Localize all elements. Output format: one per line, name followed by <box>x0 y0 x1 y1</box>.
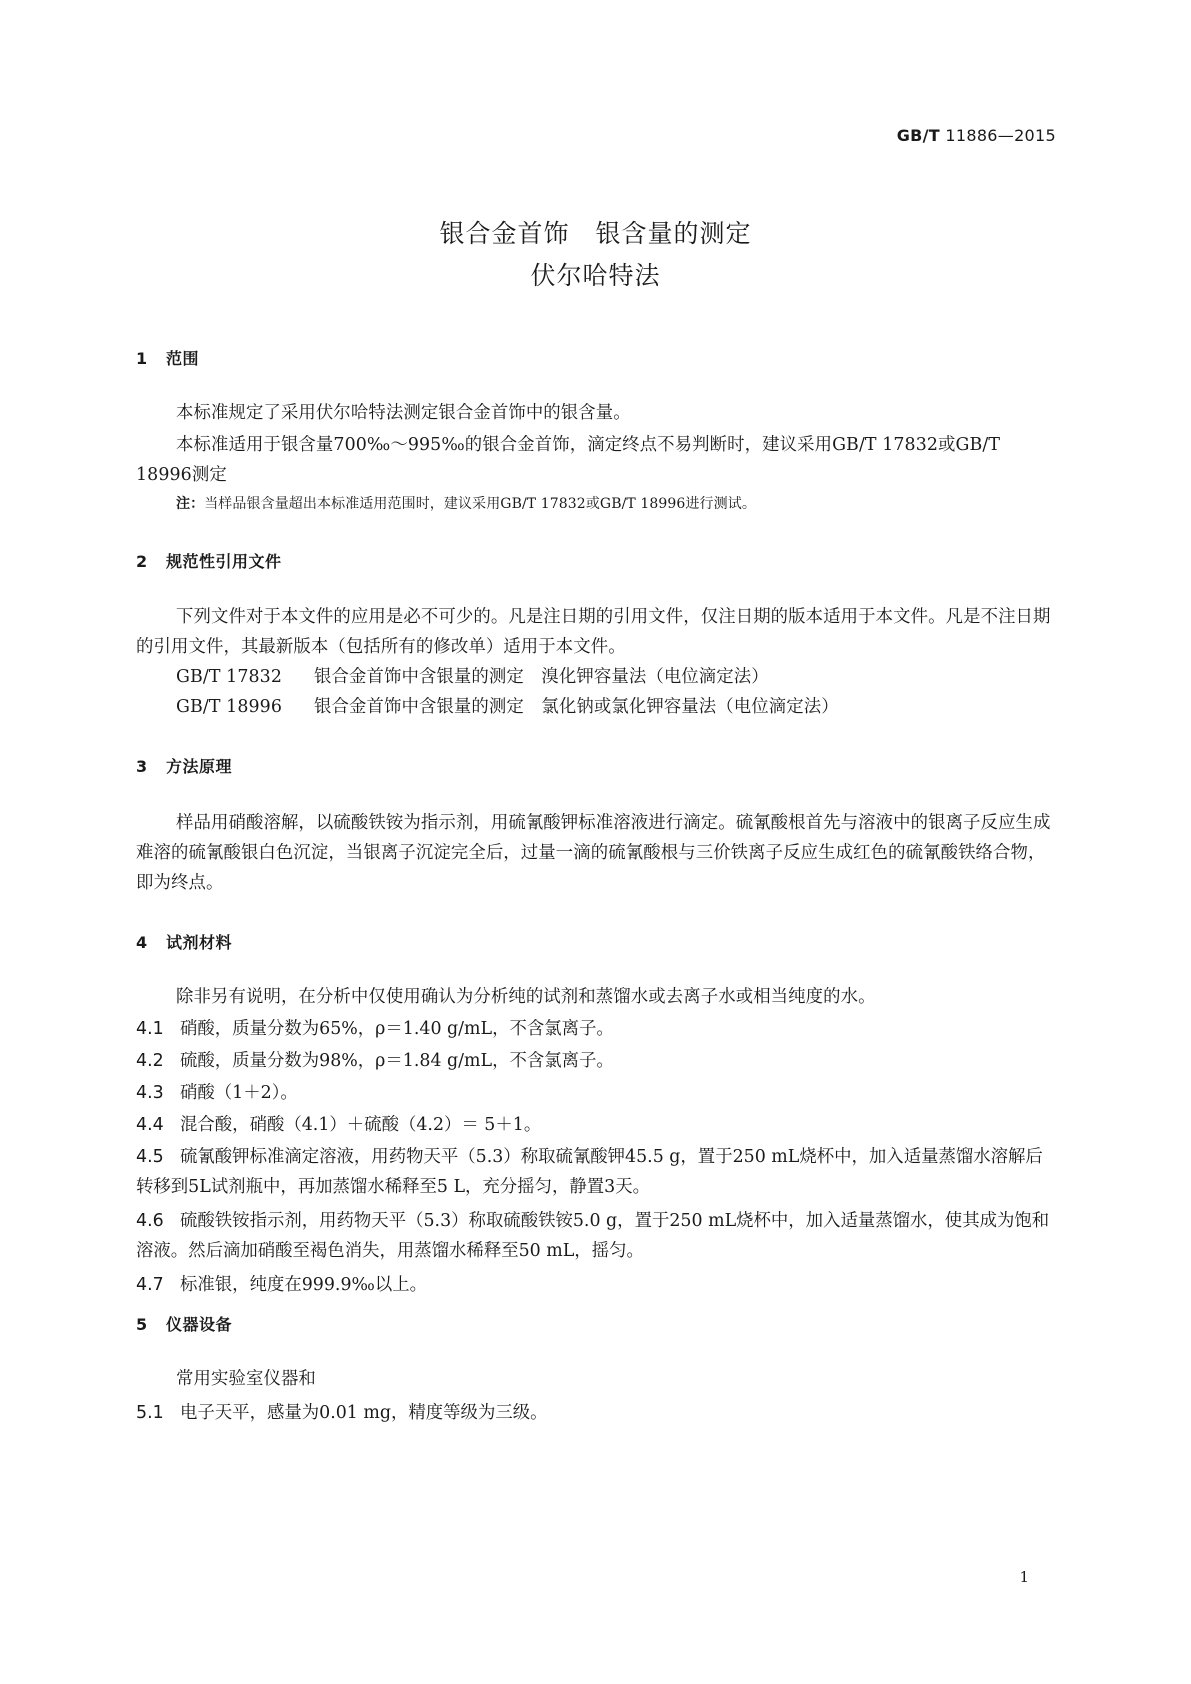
item-text: 硫酸铁铵指示剂，用药物天平（5.3）称取硫酸铁铵5.0 g，置于250 mL烧杯中，加入适量蒸馏水，使其成为饱和溶液。然后滴加硝酸至褐色消失，用蒸馏水稀释至50 mL，摇匀。 <box>136 1211 1050 1261</box>
reagent-item <box>136 1206 1056 1266</box>
note-text: 当样品银含量超出本标准适用范围时，建议采用GB/T 17832或GB/T 18996进行测试。 <box>204 496 756 512</box>
section-title: 方法原理 <box>166 757 233 776</box>
item-number: 4.3 <box>136 1083 164 1103</box>
section-heading-reagents <box>136 930 232 953</box>
principle-paragraph: 样品用硝酸溶解，以硫酸铁铵为指示剂，用硫氰酸钾标准溶液进行滴定。硫氰酸根首先与溶液中的银离子反应生成难溶的硫氰酸银白色沉淀，当银离子沉淀完全后，过量一滴的硫氰酸根与三价铁离子反应生成红色的硫氰酸铁络合物，即为终点。 <box>136 813 1051 893</box>
doc-title-line2: 伏尔哈特法 <box>530 261 661 290</box>
apparatus-intro: 常用实验室仪器和 <box>176 1369 316 1389</box>
reference-code: GB/T 17832 <box>176 667 282 687</box>
page-number: 1 <box>1019 1568 1029 1586</box>
section-number: 5 <box>136 1315 148 1334</box>
section-number: 1 <box>136 349 148 368</box>
reagent-item <box>136 1142 1056 1202</box>
reagents-intro: 除非另有说明，在分析中仅使用确认为分析纯的试剂和蒸馏水或去离子水或相当纯度的水。 <box>176 987 876 1007</box>
item-number: 4.5 <box>136 1147 164 1167</box>
standard-prefix: GB/T <box>896 126 940 145</box>
section-number: 3 <box>136 757 148 776</box>
reference-item <box>136 662 1096 692</box>
section-heading-apparatus <box>136 1312 232 1335</box>
item-number: 4.6 <box>136 1211 164 1231</box>
item-text: 硝酸（1＋2）。 <box>180 1083 298 1103</box>
item-text: 硫氰酸钾标准滴定溶液，用药物天平（5.3）称取硫氰酸钾45.5 g，置于250 mL烧杯中，加入适量蒸馏水溶解后转移到5L试剂瓶中，再加蒸馏水稀释至5 L，充分摇匀，静置3天。 <box>136 1147 1043 1197</box>
apparatus-item <box>136 1398 1056 1428</box>
doc-title-line1: 银合金首饰 银含量的测定 <box>439 219 752 248</box>
section-heading-normative <box>136 549 282 572</box>
section-title: 范围 <box>166 349 200 368</box>
note-label: 注： <box>176 496 205 512</box>
normative-paragraph: 下列文件对于本文件的应用是必不可少的。凡是注日期的引用文件，仅注日期的版本适用于本文件。凡是不注日期的引用文件，其最新版本（包括所有的修改单）适用于本文件。 <box>136 607 1051 657</box>
item-text: 硫酸，质量分数为98%，ρ＝1.84 g/mL，不含氯离子。 <box>180 1051 614 1071</box>
section-title: 试剂材料 <box>166 933 233 952</box>
reference-title: 银合金首饰中含银量的测定 氯化钠或氯化钾容量法（电位滴定法） <box>314 697 839 717</box>
item-number: 4.1 <box>136 1019 164 1039</box>
section-heading-principle <box>136 754 232 777</box>
section-number: 4 <box>136 933 148 952</box>
item-text: 电子天平，感量为0.01 mg，精度等级为三级。 <box>180 1403 548 1423</box>
reagent-item <box>136 1110 1056 1140</box>
item-number: 4.4 <box>136 1115 164 1135</box>
section-title: 仪器设备 <box>166 1315 233 1334</box>
section-heading-scope <box>136 346 199 369</box>
reagent-item <box>136 1270 1056 1300</box>
reagent-item <box>136 1046 1056 1076</box>
reagent-item <box>136 1014 1056 1044</box>
reagent-item <box>136 1078 1056 1108</box>
item-number: 4.2 <box>136 1051 164 1071</box>
item-text: 标准银，纯度在999.9‰以上。 <box>180 1275 428 1295</box>
standard-number <box>897 126 1056 145</box>
reference-title: 银合金首饰中含银量的测定 溴化钾容量法（电位滴定法） <box>314 667 769 687</box>
item-text: 混合酸，硝酸（4.1）＋硫酸（4.2）＝ 5＋1。 <box>180 1115 542 1135</box>
reference-code: GB/T 18996 <box>176 697 282 717</box>
item-number: 5.1 <box>136 1403 164 1423</box>
section-number: 2 <box>136 552 148 571</box>
scope-note <box>136 494 1096 514</box>
scope-paragraph-2: 本标准适用于银含量700‰～995‰的银合金首饰，滴定终点不易判断时，建议采用GB/T 17832或GB/T 18996测定 <box>136 435 1001 485</box>
standard-code: 11886—2015 <box>945 126 1056 145</box>
item-number: 4.7 <box>136 1275 164 1295</box>
scope-paragraph-1: 本标准规定了采用伏尔哈特法测定银合金首饰中的银含量。 <box>176 403 631 423</box>
section-title: 规范性引用文件 <box>166 552 282 571</box>
item-text: 硝酸，质量分数为65%，ρ＝1.40 g/mL，不含氯离子。 <box>180 1019 614 1039</box>
reference-item <box>136 692 1096 722</box>
